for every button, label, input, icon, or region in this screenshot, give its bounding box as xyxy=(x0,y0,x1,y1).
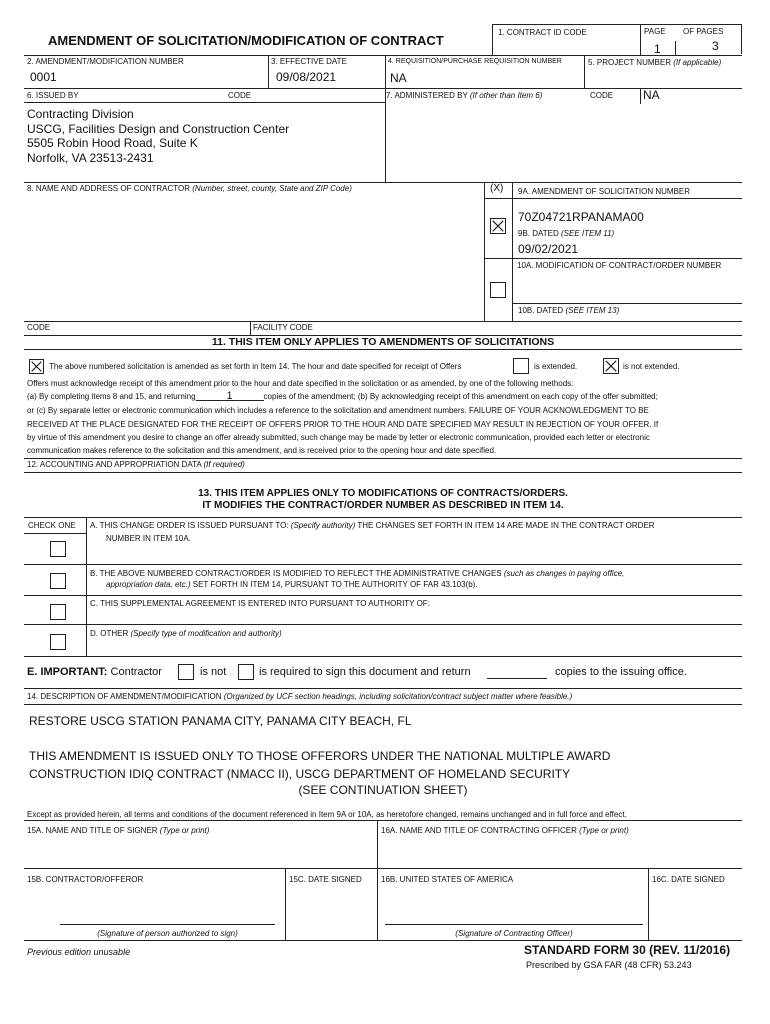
x-icon xyxy=(491,219,505,233)
is-not-label: is not xyxy=(200,666,227,678)
checkbox-13a[interactable] xyxy=(50,541,66,557)
amendment-number-value[interactable]: 0001 xyxy=(30,70,57,84)
page-value: 1 xyxy=(654,42,661,56)
copies-count[interactable]: 1 xyxy=(196,392,264,401)
copies-label: copies to the issuing office. xyxy=(555,666,687,678)
page-label: PAGE xyxy=(644,27,666,36)
description-line-3: CONSTRUCTION IDIQ CONTRACT (NMACC II), USCG DEPARTMENT OF HOMELAND SECURITY xyxy=(29,767,571,781)
item-11-line3: (a) By completing items 8 and 15, and returning 1 copies of the amendment; (b) By acknowledging receipt of this amendment on each copy of the offer submitted; xyxy=(27,390,658,402)
usa-label: 16B. UNITED STATES OF AMERICA xyxy=(381,875,514,884)
dated-9b-value[interactable]: 09/02/2021 xyxy=(518,242,579,256)
description-line-1: RESTORE USCG STATION PANAMA CITY, PANAMA CITY BEACH, FL xyxy=(29,714,412,728)
project-number-label: 5. PROJECT NUMBER (If applicable) xyxy=(588,58,722,67)
amendment-number-label: 2. AMENDMENT/MODIFICATION NUMBER xyxy=(27,57,184,66)
standard-form-label: STANDARD FORM 30 (REV. 11/2016) xyxy=(524,943,731,957)
check-one-label: CHECK ONE xyxy=(28,521,76,530)
item-13d-text: D. OTHER (Specify type of modification and authority) xyxy=(90,629,282,638)
checkbox-amended[interactable] xyxy=(29,359,44,374)
effective-date-value[interactable]: 09/08/2021 xyxy=(276,70,337,84)
item-14-label: 14. DESCRIPTION OF AMENDMENT/MODIFICATION (Organized by UCF section headings, including solicitation/contract subject matter where feasible.) xyxy=(27,692,573,701)
checkbox-13c[interactable] xyxy=(50,604,66,620)
checkbox-10a[interactable] xyxy=(490,282,506,298)
issuer-line: Norfolk, VA 23513-2431 xyxy=(27,150,154,165)
dated-9b-label: 9B. DATED (SEE ITEM 11) xyxy=(518,229,615,238)
requisition-label: 4. REQUISITION/PURCHASE REQUISITION NUMBER xyxy=(388,58,562,65)
prescribed-label: Prescribed by GSA FAR (48 CFR) 53.243 xyxy=(526,960,692,970)
item-11-line4: or (c) By separate letter or electronic communication which includes a reference to the solicitation and amendment numbers. FAILURE OF YOUR ACKNOWLEDGMENT TO BE xyxy=(27,406,649,415)
signature-officer: (Signature of Contracting Officer) xyxy=(455,929,573,938)
item-11-line6: by virtue of this amendment you desire to change an offer already submitted, such change may be made by letter or electronic communication, provided each letter or electronic xyxy=(27,433,650,442)
item-13c-text: C. THIS SUPPLEMENTAL AGREEMENT IS ENTERED INTO PURSUANT TO AUTHORITY OF: xyxy=(90,599,430,608)
admin-code-label: CODE xyxy=(590,91,614,100)
x-icon xyxy=(604,359,618,373)
item-13-title: 13. THIS ITEM APPLIES ONLY TO MODIFICATIONS OF CONTRACTS/ORDERS. IT MODIFIES THE CONTRACT/ORDER NUMBER AS DESCRIBED IN ITEM 14. xyxy=(198,488,568,511)
amendment-9a-label: 9A. AMENDMENT OF SOLICITATION NUMBER xyxy=(518,187,691,196)
date-signed-16c-label: 16C. DATE SIGNED xyxy=(652,875,725,884)
item-11-line5: RECEIVED AT THE PLACE DESIGNATED FOR THE RECEIPT OF OFFERS PRIOR TO THE HOUR AND DATE SPECIFIED MAY RESULT IN REJECTION OF YOUR OFFER. If xyxy=(27,420,659,429)
is-not-extended-label: is not extended. xyxy=(623,362,680,371)
item-13b-text2: appropriation data, etc.) SET FORTH IN ITEM 14, PURSUANT TO THE AUTHORITY OF FAR 43.103(b). xyxy=(106,580,478,589)
item-13a-text2: NUMBER IN ITEM 10A. xyxy=(106,534,191,543)
contractor-offeror-label: 15B. CONTRACTOR/OFFEROR xyxy=(27,875,144,884)
signature-contractor: (Signature of person authorized to sign) xyxy=(97,929,238,938)
issued-by-label: 6. ISSUED BY xyxy=(27,91,79,100)
facility-code-label: FACILITY CODE xyxy=(253,323,313,332)
contractor-code-label: CODE xyxy=(27,323,51,332)
amendment-9a-value[interactable]: 70Z04721RPANAMA00 xyxy=(518,210,644,224)
administered-by-label: 7. ADMINISTERED BY (If other than Item 6) xyxy=(386,91,543,100)
is-required-label: is required to sign this document and return xyxy=(259,666,471,678)
checkbox-is-required[interactable] xyxy=(238,664,254,680)
previous-edition: Previous edition unusable xyxy=(27,947,131,957)
checkbox-9a[interactable] xyxy=(490,218,506,234)
checkbox-13b[interactable] xyxy=(50,573,66,589)
date-signed-15c-label: 15C. DATE SIGNED xyxy=(289,875,362,884)
item-11-line7: communication makes reference to the solicitation and this amendment, and is received prior to the opening hour and date specified. xyxy=(27,446,497,455)
x-mark-label: (X) xyxy=(490,183,504,194)
requisition-value[interactable]: NA xyxy=(390,71,407,85)
issuer-line: Contracting Division xyxy=(27,107,134,121)
x-icon xyxy=(30,360,43,373)
officer-label: 16A. NAME AND TITLE OF CONTRACTING OFFICER (Type or print) xyxy=(381,826,629,835)
contractor-label: 8. NAME AND ADDRESS OF CONTRACTOR (Number, street, county, State and ZIP Code) xyxy=(27,184,352,193)
is-extended-label: is extended. xyxy=(534,362,578,371)
checkbox-is-extended[interactable] xyxy=(513,358,529,374)
issuer-line: 5505 Robin Hood Road, Suite K xyxy=(27,136,198,150)
checkbox-is-not[interactable] xyxy=(178,664,194,680)
item-13b-text: B. THE ABOVE NUMBERED CONTRACT/ORDER IS MODIFIED TO REFLECT THE ADMINISTRATIVE CHANGES (such as changes in paying office, xyxy=(90,569,625,578)
form-title: AMENDMENT OF SOLICITATION/MODIFICATION OF CONTRACT xyxy=(48,33,444,48)
contract-id-label: 1. CONTRACT ID CODE xyxy=(498,28,587,37)
issuer-address xyxy=(27,107,289,165)
issued-code-label: CODE xyxy=(228,91,252,100)
of-pages-value: 3 xyxy=(712,39,719,53)
dated-10b-label: 10B. DATED (SEE ITEM 13) xyxy=(518,306,620,315)
item-11-line2: Offers must acknowledge receipt of this amendment prior to the hour and date specified in the solicitation or as amended, by one of the following methods: xyxy=(27,379,574,388)
item-13a-text: A. THIS CHANGE ORDER IS ISSUED PURSUANT TO: (Specify authority) THE CHANGES SET FORTH IN ITEM 14 ARE MADE IN THE CONTRACT ORDER xyxy=(90,521,655,530)
admin-code-value[interactable]: NA xyxy=(643,88,660,102)
effective-date-label: 3. EFFECTIVE DATE xyxy=(271,57,347,66)
of-pages-label: OF PAGES xyxy=(683,27,724,36)
checkbox-is-not-extended[interactable] xyxy=(603,358,619,374)
item-11-title: 11. THIS ITEM ONLY APPLIES TO AMENDMENTS OF SOLICITATIONS xyxy=(211,336,555,348)
description-line-2: THIS AMENDMENT IS ISSUED ONLY TO THOSE OFFERORS UNDER THE NATIONAL MULTIPLE AWARD xyxy=(29,749,611,763)
issuer-line: USCG, Facilities Design and Construction Center xyxy=(27,121,290,136)
item-11-line1: The above numbered solicitation is amended as set forth in Item 14. The hour and date specified for receipt of Offers xyxy=(49,362,462,371)
signer-label: 15A. NAME AND TITLE OF SIGNER (Type or print) xyxy=(27,826,210,835)
important-line: E. IMPORTANT: Contractor xyxy=(27,666,162,678)
checkbox-13d[interactable] xyxy=(50,634,66,650)
modification-10a-label: 10A. MODIFICATION OF CONTRACT/ORDER NUMBER xyxy=(517,261,722,270)
except-text: Except as provided herein, all terms and conditions of the document referenced in Item 9A or 10A, as heretofore changed, remains unchanged and in full force and effect. xyxy=(27,810,627,819)
item-12-label: 12. ACCOUNTING AND APPROPRIATION DATA (If required) xyxy=(27,460,245,469)
description-line-4: (SEE CONTINUATION SHEET) xyxy=(298,783,468,797)
